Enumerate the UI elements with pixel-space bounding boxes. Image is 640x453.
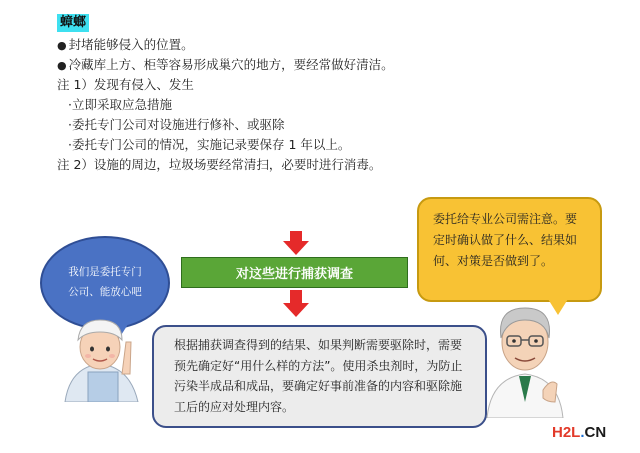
bullet-item [57,56,394,75]
doctor-illustration [485,298,565,418]
bullet-icon: ● [57,59,67,72]
note1-title: 注 1）发现有侵入、发生 [57,77,194,92]
bubble-line: 我们是委托专门 [68,266,142,278]
watermark-logo: H2L.CN [552,424,607,441]
text-line: 根据捕获调查得到的结果、如果判断需要驱除时，需要 [174,338,463,352]
note1-item: ·委托专门公司的情况，实施记录要保存 1 年以上。 [68,137,351,152]
bubble-line: 公司、能放心吧 [68,286,142,298]
note1-item: ·立即采取应急措施 [68,97,172,112]
text-line: 工后的应对处理内容。 [174,399,295,414]
right-speech-bubble [417,197,602,302]
bubble-line: 委托给专业公司需注意。要 [433,212,578,226]
page-title: 蟑螂 [57,14,89,32]
text-line: 污染半成品和成品，要确定好事前准备的内容和驱除施 [174,379,463,393]
text-line: 预先确定好“用什么样的方法”。使用杀虫剂时，为防止 [174,358,463,373]
bullet-text: 封堵能够侵入的位置。 [68,37,194,52]
bubble-line: 定时确认做了什么、结果如 [433,233,578,247]
survey-box: 对这些进行捕获调查 [181,257,408,288]
woman-worker-illustration [60,312,150,402]
bullet-icon: ● [57,39,67,52]
bullet-item [57,36,194,55]
down-arrow-icon [287,290,305,314]
bubble-line: 何、对策是否做到了。 [433,254,554,268]
bullet-text: 冷藏库上方、柜等容易形成巢穴的地方，要经常做好清洁。 [68,57,394,72]
down-arrow-icon [287,231,305,255]
note1-item: ·委托专门公司对设施进行修补、或驱除 [68,117,285,132]
result-textbox [152,325,487,428]
note2: 注 2）设施的周边，垃圾场要经常清扫，必要时进行消毒。 [57,157,382,172]
